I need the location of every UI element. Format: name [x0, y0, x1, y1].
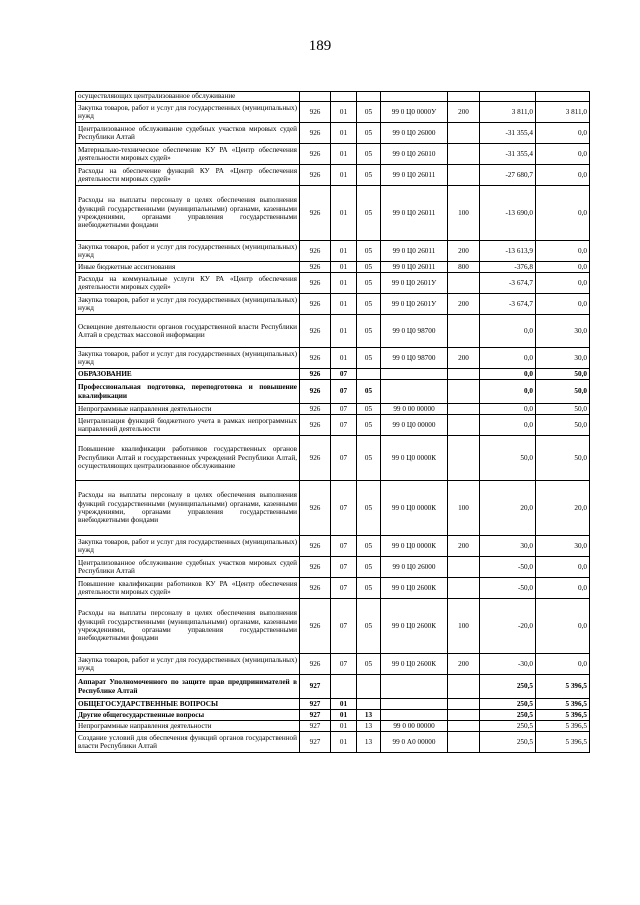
ministry-code: 927 — [300, 675, 331, 699]
table-row — [76, 144, 590, 165]
expense-type-code: 200 — [448, 536, 480, 557]
amount-year-2: 50,0 — [536, 415, 590, 436]
amount-year-1: -20,0 — [480, 599, 536, 654]
expense-type-code — [448, 92, 480, 102]
item-name: ОБРАЗОВАНИЕ — [76, 369, 300, 380]
section-code: 01 — [331, 186, 357, 241]
target-article-code: 99 0 Ц0 26011 — [381, 186, 448, 241]
amount-year-1: 3 811,0 — [480, 102, 536, 123]
ministry-code: 927 — [300, 721, 331, 732]
amount-year-2: 0,0 — [536, 144, 590, 165]
item-name: Закупка товаров, работ и услуг для государственных (муниципальных) нужд — [76, 102, 300, 123]
amount-year-1: 0,0 — [480, 404, 536, 415]
amount-year-2: 30,0 — [536, 348, 590, 369]
subsection-code: 05 — [357, 186, 381, 241]
table-row — [76, 315, 590, 348]
item-name: Аппарат Уполномоченного по защите прав предпринимателей в Республике Алтай — [76, 675, 300, 699]
amount-year-2: 0,0 — [536, 599, 590, 654]
subsection-code: 05 — [357, 415, 381, 436]
table-row — [76, 415, 590, 436]
target-article-code: 99 0 Ц0 98700 — [381, 315, 448, 348]
expense-type-code — [448, 273, 480, 294]
section-code — [331, 675, 357, 699]
target-article-code: 99 0 Ц0 26000 — [381, 557, 448, 578]
target-article-code — [381, 380, 448, 404]
item-name: Расходы на обеспечение функций КУ РА «Центр обеспечения деятельности мировых судей» — [76, 165, 300, 186]
ministry-code: 926 — [300, 294, 331, 315]
ministry-code: 926 — [300, 241, 331, 262]
subsection-code: 05 — [357, 536, 381, 557]
table-row — [76, 273, 590, 294]
item-name: Расходы на коммунальные услуги КУ РА «Центр обеспечения деятельности мировых судей» — [76, 273, 300, 294]
item-name: Иные бюджетные ассигнования — [76, 262, 300, 273]
ministry-code: 926 — [300, 536, 331, 557]
amount-year-1: -376,8 — [480, 262, 536, 273]
amount-year-2: 0,0 — [536, 578, 590, 599]
section-code: 01 — [331, 165, 357, 186]
section-code — [331, 92, 357, 102]
target-article-code: 99 0 Ц0 2600К — [381, 654, 448, 675]
subsection-code: 05 — [357, 262, 381, 273]
item-name: Другие общегосударственные вопросы — [76, 710, 300, 721]
subsection-code: 05 — [357, 102, 381, 123]
subsection-code: 05 — [357, 654, 381, 675]
amount-year-2: 50,0 — [536, 380, 590, 404]
subsection-code: 05 — [357, 273, 381, 294]
amount-year-2: 0,0 — [536, 654, 590, 675]
item-name: Непрограммные направления деятельности — [76, 404, 300, 415]
section-code: 07 — [331, 599, 357, 654]
section-code: 07 — [331, 404, 357, 415]
table-row — [76, 241, 590, 262]
amount-year-2: 0,0 — [536, 241, 590, 262]
subsection-code: 05 — [357, 315, 381, 348]
ministry-code: 926 — [300, 436, 331, 481]
target-article-code: 99 0 Ц0 26011 — [381, 241, 448, 262]
table-row — [76, 710, 590, 721]
table-row — [76, 578, 590, 599]
amount-year-1: -31 355,4 — [480, 144, 536, 165]
target-article-code: 99 0 Ц0 26011 — [381, 262, 448, 273]
item-name: Повышение квалификации работников КУ РА «Центр обеспечения деятельности мировых судей» — [76, 578, 300, 599]
item-name: Централизованное обслуживание судебных участков мировых судей Республики Алтай — [76, 123, 300, 144]
table-row — [76, 348, 590, 369]
subsection-code — [357, 92, 381, 102]
expense-type-code: 200 — [448, 294, 480, 315]
subsection-code: 05 — [357, 380, 381, 404]
amount-year-1: 0,0 — [480, 348, 536, 369]
expense-type-code: 200 — [448, 654, 480, 675]
amount-year-2: 0,0 — [536, 273, 590, 294]
ministry-code: 926 — [300, 578, 331, 599]
budget-table — [75, 91, 590, 753]
target-article-code: 99 0 Ц0 2600К — [381, 599, 448, 654]
expense-type-code: 800 — [448, 262, 480, 273]
ministry-code: 926 — [300, 481, 331, 536]
table-row — [76, 481, 590, 536]
section-code: 07 — [331, 380, 357, 404]
expense-type-code — [448, 436, 480, 481]
ministry-code: 926 — [300, 144, 331, 165]
target-article-code: 99 0 00 00000 — [381, 721, 448, 732]
section-code: 01 — [331, 315, 357, 348]
amount-year-1 — [480, 92, 536, 102]
table-row — [76, 599, 590, 654]
amount-year-2: 20,0 — [536, 481, 590, 536]
expense-type-code — [448, 415, 480, 436]
ministry-code: 926 — [300, 348, 331, 369]
target-article-code: 99 0 Ц0 0000К — [381, 436, 448, 481]
ministry-code: 926 — [300, 369, 331, 380]
amount-year-1: -13 613,9 — [480, 241, 536, 262]
expense-type-code — [448, 165, 480, 186]
expense-type-code — [448, 732, 480, 753]
amount-year-1: -30,0 — [480, 654, 536, 675]
item-name: Закупка товаров, работ и услуг для государственных (муниципальных) нужд — [76, 536, 300, 557]
expense-type-code: 100 — [448, 186, 480, 241]
amount-year-2: 5 396,5 — [536, 699, 590, 710]
subsection-code: 05 — [357, 144, 381, 165]
table-row — [76, 699, 590, 710]
table-row — [76, 102, 590, 123]
table-row — [76, 536, 590, 557]
subsection-code: 05 — [357, 557, 381, 578]
amount-year-1: 250,5 — [480, 699, 536, 710]
table-row — [76, 186, 590, 241]
amount-year-2: 0,0 — [536, 123, 590, 144]
expense-type-code — [448, 710, 480, 721]
target-article-code: 99 0 Ц0 0000К — [381, 536, 448, 557]
section-code: 01 — [331, 710, 357, 721]
section-code: 01 — [331, 102, 357, 123]
subsection-code: 13 — [357, 732, 381, 753]
item-name: Расходы на выплаты персоналу в целях обеспечения выполнения функций государственными (муниципальными) органами, казенными учреждениями, органами управления государственными внебюджетными фондами — [76, 481, 300, 536]
target-article-code: 99 0 00 00000 — [381, 404, 448, 415]
table-row — [76, 404, 590, 415]
section-code: 07 — [331, 654, 357, 675]
item-name: Профессиональная подготовка, переподготовка и повышение квалификации — [76, 380, 300, 404]
section-code: 01 — [331, 294, 357, 315]
amount-year-1: 250,5 — [480, 732, 536, 753]
amount-year-1: 250,5 — [480, 675, 536, 699]
expense-type-code — [448, 699, 480, 710]
expense-type-code: 200 — [448, 348, 480, 369]
item-name: Расходы на выплаты персоналу в целях обеспечения выполнения функций государственными (муниципальными) органами, казенными учреждениями, органами управления государственными внебюджетными фондами — [76, 186, 300, 241]
target-article-code: 99 0 Ц0 26011 — [381, 165, 448, 186]
target-article-code: 99 0 Ц0 0000К — [381, 481, 448, 536]
ministry-code: 926 — [300, 273, 331, 294]
section-code: 07 — [331, 436, 357, 481]
item-name: Расходы на выплаты персоналу в целях обеспечения выполнения функций государственными (муниципальными) органами, казенными учреждениями, органами управления государственными внебюджетными фондами — [76, 599, 300, 654]
table-row — [76, 165, 590, 186]
target-article-code: 99 0 Ц0 2601У — [381, 294, 448, 315]
section-code: 01 — [331, 241, 357, 262]
section-code: 07 — [331, 536, 357, 557]
ministry-code: 926 — [300, 165, 331, 186]
amount-year-1: -13 690,0 — [480, 186, 536, 241]
amount-year-2: 5 396,5 — [536, 710, 590, 721]
item-name: Закупка товаров, работ и услуг для государственных (муниципальных) нужд — [76, 348, 300, 369]
amount-year-1: 250,5 — [480, 710, 536, 721]
subsection-code: 13 — [357, 721, 381, 732]
section-code: 01 — [331, 273, 357, 294]
subsection-code: 05 — [357, 578, 381, 599]
section-code: 01 — [331, 699, 357, 710]
item-name: Закупка товаров, работ и услуг для государственных (муниципальных) нужд — [76, 654, 300, 675]
amount-year-2: 30,0 — [536, 536, 590, 557]
item-name: Непрограммные направления деятельности — [76, 721, 300, 732]
expense-type-code: 100 — [448, 599, 480, 654]
item-name: Освещение деятельности органов государственной власти Республики Алтай в средствах массовой информации — [76, 315, 300, 348]
amount-year-2: 5 396,5 — [536, 675, 590, 699]
budget-table-body — [76, 92, 590, 753]
item-name: Закупка товаров, работ и услуг для государственных (муниципальных) нужд — [76, 294, 300, 315]
table-row — [76, 436, 590, 481]
section-code: 01 — [331, 123, 357, 144]
expense-type-code — [448, 123, 480, 144]
target-article-code: 99 0 Ц0 0000У — [381, 102, 448, 123]
amount-year-1: 0,0 — [480, 415, 536, 436]
table-row — [76, 732, 590, 753]
target-article-code — [381, 92, 448, 102]
section-code: 01 — [331, 144, 357, 165]
ministry-code: 927 — [300, 710, 331, 721]
amount-year-1: -31 355,4 — [480, 123, 536, 144]
amount-year-1: 50,0 — [480, 436, 536, 481]
item-name: Создание условий для обеспечения функций органов государственной власти Республики Алтай — [76, 732, 300, 753]
target-article-code: 99 0 А0 00000 — [381, 732, 448, 753]
amount-year-2: 0,0 — [536, 294, 590, 315]
section-code: 01 — [331, 732, 357, 753]
ministry-code: 926 — [300, 262, 331, 273]
subsection-code — [357, 675, 381, 699]
subsection-code: 05 — [357, 481, 381, 536]
section-code: 07 — [331, 578, 357, 599]
ministry-code: 927 — [300, 699, 331, 710]
amount-year-2: 3 811,0 — [536, 102, 590, 123]
amount-year-1: -3 674,7 — [480, 294, 536, 315]
amount-year-2 — [536, 92, 590, 102]
subsection-code: 05 — [357, 404, 381, 415]
table-row — [76, 557, 590, 578]
table-row — [76, 721, 590, 732]
expense-type-code — [448, 144, 480, 165]
target-article-code: 99 0 Ц0 26010 — [381, 144, 448, 165]
subsection-code: 05 — [357, 599, 381, 654]
expense-type-code: 200 — [448, 102, 480, 123]
amount-year-1: -50,0 — [480, 557, 536, 578]
amount-year-1: -27 680,7 — [480, 165, 536, 186]
section-code: 07 — [331, 369, 357, 380]
section-code: 07 — [331, 415, 357, 436]
page-number: 189 — [308, 38, 332, 54]
expense-type-code — [448, 369, 480, 380]
table-row — [76, 369, 590, 380]
subsection-code: 05 — [357, 436, 381, 481]
target-article-code — [381, 710, 448, 721]
section-code: 07 — [331, 481, 357, 536]
target-article-code: 99 0 Ц0 98700 — [381, 348, 448, 369]
amount-year-2: 0,0 — [536, 262, 590, 273]
item-name: Материально-техническое обеспечение КУ РА «Центр обеспечения деятельности мировых судей» — [76, 144, 300, 165]
item-name: осуществляющих централизованное обслуживание — [76, 92, 300, 102]
target-article-code: 99 0 Ц0 26000 — [381, 123, 448, 144]
expense-type-code — [448, 557, 480, 578]
amount-year-1: 0,0 — [480, 315, 536, 348]
section-code: 01 — [331, 262, 357, 273]
expense-type-code — [448, 675, 480, 699]
target-article-code — [381, 675, 448, 699]
amount-year-1: 30,0 — [480, 536, 536, 557]
expense-type-code — [448, 404, 480, 415]
amount-year-2: 0,0 — [536, 165, 590, 186]
ministry-code: 927 — [300, 732, 331, 753]
expense-type-code: 200 — [448, 241, 480, 262]
target-article-code: 99 0 Ц0 2601У — [381, 273, 448, 294]
subsection-code: 05 — [357, 123, 381, 144]
amount-year-2: 50,0 — [536, 369, 590, 380]
subsection-code — [357, 369, 381, 380]
amount-year-2: 5 396,5 — [536, 732, 590, 753]
table-row — [76, 654, 590, 675]
target-article-code: 99 0 Ц0 2600К — [381, 578, 448, 599]
subsection-code — [357, 699, 381, 710]
amount-year-2: 50,0 — [536, 436, 590, 481]
target-article-code: 99 0 Ц0 00000 — [381, 415, 448, 436]
ministry-code: 926 — [300, 404, 331, 415]
subsection-code: 05 — [357, 165, 381, 186]
item-name: Повышение квалификации работников государственных органов Республики Алтай и государственных учреждений Республики Алтай, осуществляющих централизованное обслуживание — [76, 436, 300, 481]
ministry-code: 926 — [300, 654, 331, 675]
item-name: Закупка товаров, работ и услуг для государственных (муниципальных) нужд — [76, 241, 300, 262]
expense-type-code — [448, 315, 480, 348]
expense-type-code — [448, 380, 480, 404]
ministry-code — [300, 92, 331, 102]
subsection-code: 05 — [357, 294, 381, 315]
amount-year-1: -3 674,7 — [480, 273, 536, 294]
amount-year-1: 250,5 — [480, 721, 536, 732]
subsection-code: 05 — [357, 241, 381, 262]
table-row — [76, 262, 590, 273]
expense-type-code — [448, 721, 480, 732]
amount-year-1: -50,0 — [480, 578, 536, 599]
section-code: 07 — [331, 557, 357, 578]
amount-year-2: 0,0 — [536, 186, 590, 241]
ministry-code: 926 — [300, 557, 331, 578]
expense-type-code: 100 — [448, 481, 480, 536]
section-code: 01 — [331, 721, 357, 732]
ministry-code: 926 — [300, 102, 331, 123]
ministry-code: 926 — [300, 599, 331, 654]
table-row — [76, 380, 590, 404]
amount-year-1: 20,0 — [480, 481, 536, 536]
item-name: Централизация функций бюджетного учета в рамках непрограммных направлений деятельности — [76, 415, 300, 436]
amount-year-2: 5 396,5 — [536, 721, 590, 732]
table-row — [76, 92, 590, 102]
table-row — [76, 123, 590, 144]
target-article-code — [381, 699, 448, 710]
table-row — [76, 675, 590, 699]
section-code: 01 — [331, 348, 357, 369]
amount-year-2: 50,0 — [536, 404, 590, 415]
amount-year-2: 30,0 — [536, 315, 590, 348]
expense-type-code — [448, 578, 480, 599]
ministry-code: 926 — [300, 315, 331, 348]
subsection-code: 05 — [357, 348, 381, 369]
item-name: Централизованное обслуживание судебных участков мировых судей Республики Алтай — [76, 557, 300, 578]
target-article-code — [381, 369, 448, 380]
amount-year-2: 0,0 — [536, 557, 590, 578]
amount-year-1: 0,0 — [480, 380, 536, 404]
amount-year-1: 0,0 — [480, 369, 536, 380]
ministry-code: 926 — [300, 415, 331, 436]
ministry-code: 926 — [300, 123, 331, 144]
subsection-code: 13 — [357, 710, 381, 721]
ministry-code: 926 — [300, 186, 331, 241]
table-row — [76, 294, 590, 315]
ministry-code: 926 — [300, 380, 331, 404]
item-name: ОБЩЕГОСУДАРСТВЕННЫЕ ВОПРОСЫ — [76, 699, 300, 710]
